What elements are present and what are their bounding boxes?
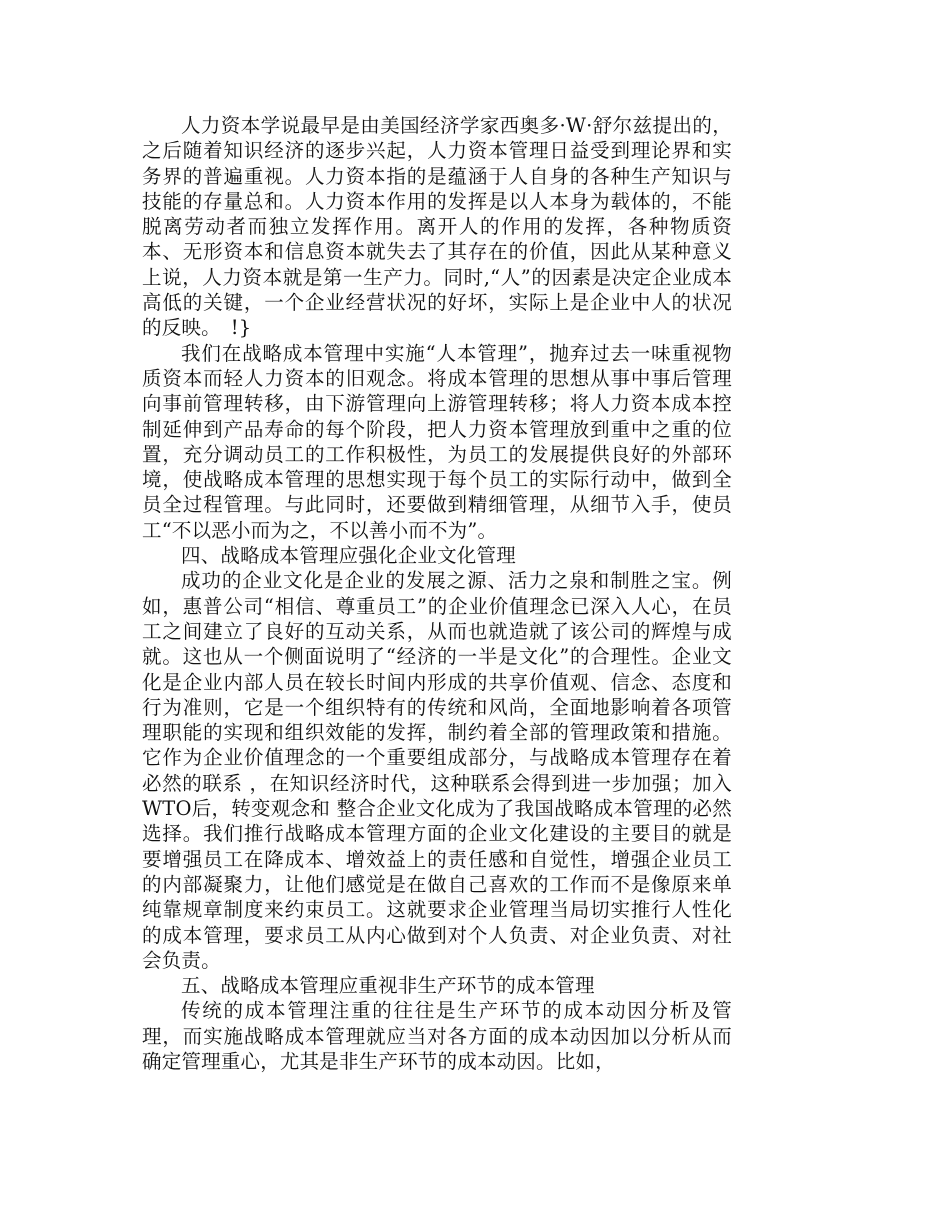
document-body — [142, 113, 732, 1074]
paragraph-corporate-culture: 成功的企业文化是企业的发展之源、活力之泉和制胜之宝。例如，惠普公司“相信、尊重员工”的企业价值理念已深入人心，在员工之间建立了良好的互动关系，从而也就造就了该公司的辉煌与成就。这也从一个侧面说明了“经济的一半是文化”的合理性。企业文化是企业内部人员在较长时间内形成的共享价值观、信念、态度和行为准则，它是一个组织特有的传统和风尚，全面地影响着各项管理职能的实现和组织效能的发挥，制约着全部的管理政策和措施。它作为企业价值理念的一个重要组成部分，与战略成本管理存在着必然的联系 ，在知识经济时代，这种联系会得到进一步加强；加入WTO后，转变观念和 整合企业文化成为了我国战略成本管理的必然选择。我们推行战略成本管理方面的企业文化建设的主要目的就是要增强员工在降成本、增效益上的责任感和自觉性，增强企业员工的内部凝聚力，让他们感觉是在做自己喜欢的工作而不是像原来单纯靠规章制度来约束员工。这就要求企业管理当局切实推行人性化的成本管理，要求员工从内心做到对个人负责、对企业负责、对社会负责。 — [142, 569, 732, 972]
paragraph-non-production-cost: 传统的成本管理注重的往往是生产环节的成本动因分析及管理，而实施战略成本管理就应当对各方面的成本动因加以分析从而确定管理重心，尤其是非生产环节的成本动因。比如， — [142, 999, 732, 1073]
section-heading-four: 四、战略成本管理应强化企业文化管理 — [181, 544, 516, 568]
paragraph-human-capital: 人力资本学说最早是由美国经济学家西奥多·W·舒尔兹提出的，之后随着知识经济的逐步兴起，人力资本管理日益受到理论界和实务界的普遍重视。人力资本指的是蕴涵于人自身的各种生产知识与技能的存量总和。人力资本作用的发挥是以人本身为载体的，不能脱离劳动者而独立发挥作用。离开人的作用的发挥，各种物质资本、无形资本和信息资本就失去了其存在的价值，因此从某种意义上说，人力资本就是第一生产力。同时,“人”的因素是决定企业成本高低的关键，一个企业经营状况的好坏，实际上是企业中人的状况的反映。 !} — [142, 114, 732, 340]
paragraph-people-management: 我们在战略成本管理中实施“人本管理”，抛弃过去一味重视物质资本而轻人力资本的旧观念。将成本管理的思想从事中事后管理向事前管理转移，由下游管理向上游管理转移；将人力资本成本控制延伸到产品寿命的每个阶段，把人力资本管理放到重中之重的位置，充分调动员工的工作积极性，为员工的发展提供良好的外部环境，使战略成本管理的思想实现于每个员工的实际行动中，做到全员全过程管理。与此同时，还要做到精细管理，从细节入手，使员工“不以恶小而为之，不以善小而不为”。 — [142, 341, 732, 542]
section-heading-five: 五、战略成本管理应重视非生产环节的成本管理 — [181, 974, 595, 998]
